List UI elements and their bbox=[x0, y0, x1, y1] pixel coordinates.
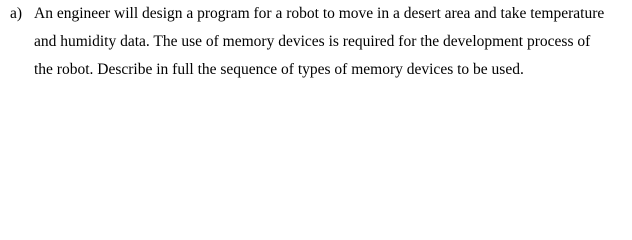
question-block bbox=[0, 0, 632, 119]
question-line-3: the robot. Describe in full the sequence of types of memory devices to be used. bbox=[34, 61, 524, 78]
question-line-2: and humidity data. The use of memory devices is required for the development process of bbox=[34, 33, 591, 50]
question-line-1: An engineer will design a program for a robot to move in a desert area and take temperature bbox=[34, 5, 605, 22]
question-text bbox=[34, 0, 624, 84]
question-label: a) bbox=[10, 5, 23, 22]
